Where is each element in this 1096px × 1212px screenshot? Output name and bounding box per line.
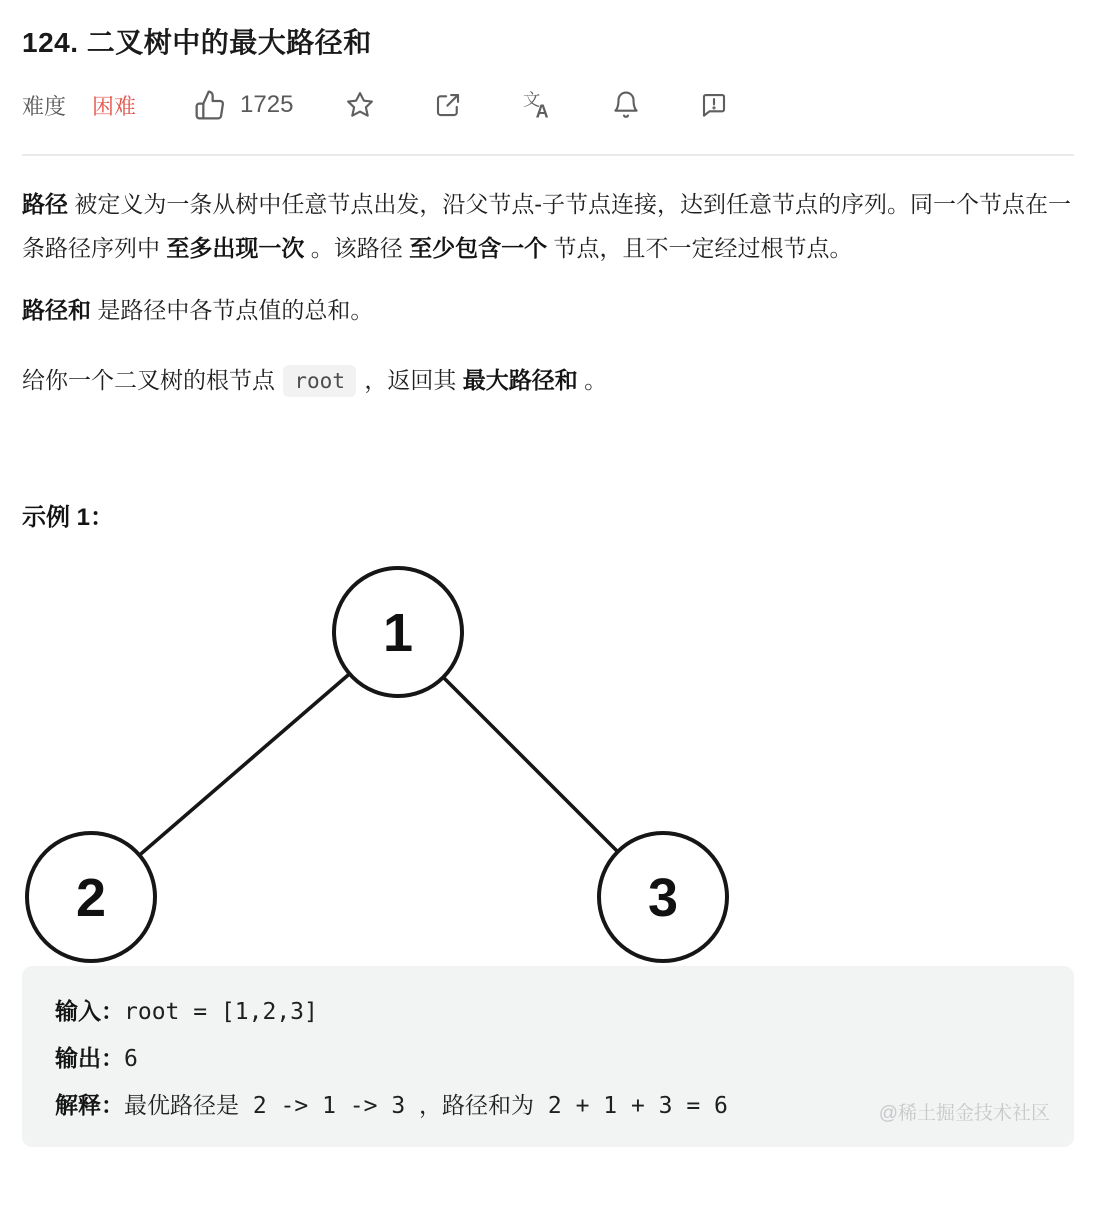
divider <box>22 154 1074 156</box>
like-button[interactable] <box>194 89 293 121</box>
explain-sum: 2 + 1 + 3 = 6 <box>547 1093 728 1119</box>
share-button[interactable] <box>433 90 463 120</box>
explain-path: 2 -> 1 -> 3 <box>252 1093 406 1119</box>
input-value: root = [1,2,3] <box>124 999 318 1025</box>
description-paragraph-2: 路径和 是路径中各节点值的总和。 <box>22 297 374 323</box>
output-value: 6 <box>124 1046 138 1072</box>
svg-text:A: A <box>536 101 550 121</box>
feedback-bubble-icon <box>699 90 729 120</box>
like-count: 1725 <box>240 91 294 118</box>
term-path: 路径 <box>22 191 68 217</box>
tree-node-label-3: 3 <box>647 868 679 928</box>
description-paragraph-3: 给你一个二叉树的根节点 root ，返回其 最大路径和 。 <box>22 358 1074 403</box>
notifications-button[interactable] <box>611 90 641 120</box>
example-explain-line: 解释：最优路径是 2 -> 1 -> 3 ，路径和为 2 + 1 + 3 = 6 <box>55 1092 728 1119</box>
difficulty-label: 难度 <box>22 93 67 119</box>
translate-icon <box>521 89 553 121</box>
description-paragraph-1: 路径 被定义为一条从树中任意节点出发，沿父节点-子节点连接，达到任意节点的序列。同一个节点在一条路径序列中 至多出现一次 。该路径 至少包含一个 节点，且不一定经过根节点。 <box>22 191 1072 261</box>
example-1-heading: 示例 1： <box>22 504 115 531</box>
example-1-block <box>22 966 1074 1147</box>
input-label: 输入： <box>55 998 124 1024</box>
tree-node-label-2: 2 <box>75 868 107 928</box>
bell-icon <box>611 90 641 120</box>
explain-label: 解释： <box>55 1092 124 1118</box>
share-icon <box>433 90 463 120</box>
favorite-button[interactable] <box>345 90 375 120</box>
page-title: 124. 二叉树中的最大路径和 <box>22 27 372 58</box>
meta-row <box>22 88 1074 122</box>
inline-code-root: root <box>283 365 356 397</box>
translate-button[interactable] <box>521 89 553 121</box>
svg-text:文: 文 <box>523 89 541 110</box>
binary-tree-diagram <box>22 564 1074 968</box>
output-label: 输出： <box>55 1045 124 1071</box>
tree-node-label-1: 1 <box>382 603 414 663</box>
example-input-line <box>55 988 1044 1035</box>
difficulty-badge: 困难 <box>92 93 137 119</box>
thumbs-up-icon <box>194 89 226 121</box>
star-icon <box>345 90 375 120</box>
example-output-line <box>55 1035 1044 1082</box>
feedback-button[interactable] <box>699 90 729 120</box>
watermark: @稀土掘金技术社区 <box>878 1103 1050 1124</box>
term-path-sum: 路径和 <box>22 297 91 323</box>
